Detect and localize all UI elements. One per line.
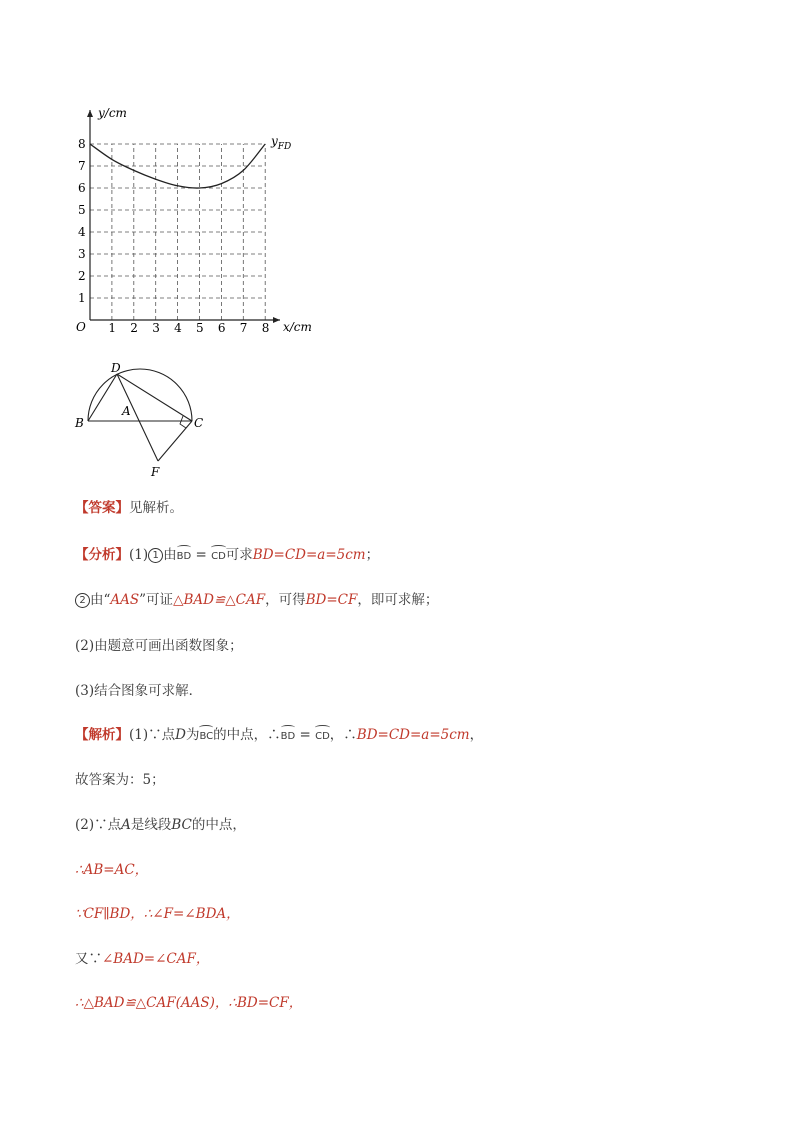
analysis-line-1: 【分析】(1) 1 由BD = CD可求BD=CD=a=5cm； — [75, 545, 379, 567]
y-tick-1: 1 — [78, 291, 86, 305]
answer-body: 见解析。 — [129, 500, 183, 516]
answer-tag: 【答案】 — [75, 500, 129, 516]
y-tick-4: 4 — [78, 225, 86, 239]
curve-label: $y_{FD}$ — [271, 134, 292, 152]
solution-line-5: ∵CF∥BD，∴∠F=∠BDA， — [75, 906, 240, 922]
circled-2: 2 — [75, 593, 90, 608]
x-tick-4: 4 — [174, 321, 182, 335]
solution-line-3: (2)∵点A是线段BC的中点， — [75, 817, 246, 833]
x-axis-label: x/cm — [283, 320, 312, 334]
y-axis-arrow — [87, 110, 93, 117]
x-tick-1: 1 — [108, 321, 117, 335]
label-f: F — [151, 465, 160, 479]
solution-line-7: ∴△BAD≌△CAF(AAS)，∴BD=CF， — [75, 995, 303, 1011]
circled-1: 1 — [148, 548, 163, 563]
x-tick-5: 5 — [196, 321, 204, 335]
solution-tag: 【解析】 — [75, 727, 129, 743]
geometry-figure — [70, 360, 220, 485]
x-tick-2: 2 — [130, 321, 138, 335]
analysis-line-3: (2)由题意可画出函数图象； — [75, 638, 243, 654]
y-tick-6: 6 — [78, 181, 86, 195]
x-tick-7: 7 — [239, 321, 248, 335]
solution-line-2: 故答案为：5； — [75, 772, 165, 788]
segment-cf — [158, 421, 192, 461]
arc-bd: BD — [177, 547, 192, 567]
y-tick-3: 3 — [78, 247, 86, 261]
x-axis-arrow — [273, 317, 280, 323]
x-tick-8: 8 — [261, 321, 270, 335]
arc-bc: BC — [199, 727, 213, 747]
solution-line-6: 又∵∠BAD=∠CAF， — [75, 951, 210, 967]
analysis-line-4: (3)结合图象可求解． — [75, 683, 203, 699]
arc-cd: CD — [211, 547, 226, 567]
analysis-line-2: 2 由“AAS”可证△BAD≌△CAF，可得BD=CF，即可求解； — [75, 590, 438, 610]
y-tick-7: 7 — [78, 159, 86, 173]
y-tick-2: 2 — [78, 269, 86, 283]
solution-line-1: 【解析】(1)∵点D为BC的中点，∴BD = CD，∴BD=CD=a=5cm， — [75, 725, 483, 747]
x-tick-3: 3 — [152, 321, 160, 335]
right-angle-mark — [180, 416, 186, 428]
origin-label: O — [76, 320, 86, 334]
y-tick-labels — [78, 137, 86, 305]
function-graph — [70, 100, 330, 340]
y-tick-5: 5 — [78, 203, 86, 217]
x-tick-labels — [108, 321, 269, 335]
label-c: C — [194, 416, 204, 430]
y-tick-8: 8 — [78, 137, 86, 151]
graph-grid — [90, 144, 265, 320]
x-tick-6: 6 — [217, 321, 226, 335]
label-d: D — [111, 361, 121, 375]
graph-axes — [87, 110, 280, 323]
analysis-tag: 【分析】 — [75, 547, 129, 563]
y-axis-label: y/cm — [98, 106, 127, 120]
segment-bd — [88, 374, 117, 421]
solution-line-4: ∴AB=AC， — [75, 862, 149, 878]
answer-line — [75, 498, 183, 518]
label-a: A — [122, 404, 131, 418]
label-b: B — [75, 416, 84, 430]
